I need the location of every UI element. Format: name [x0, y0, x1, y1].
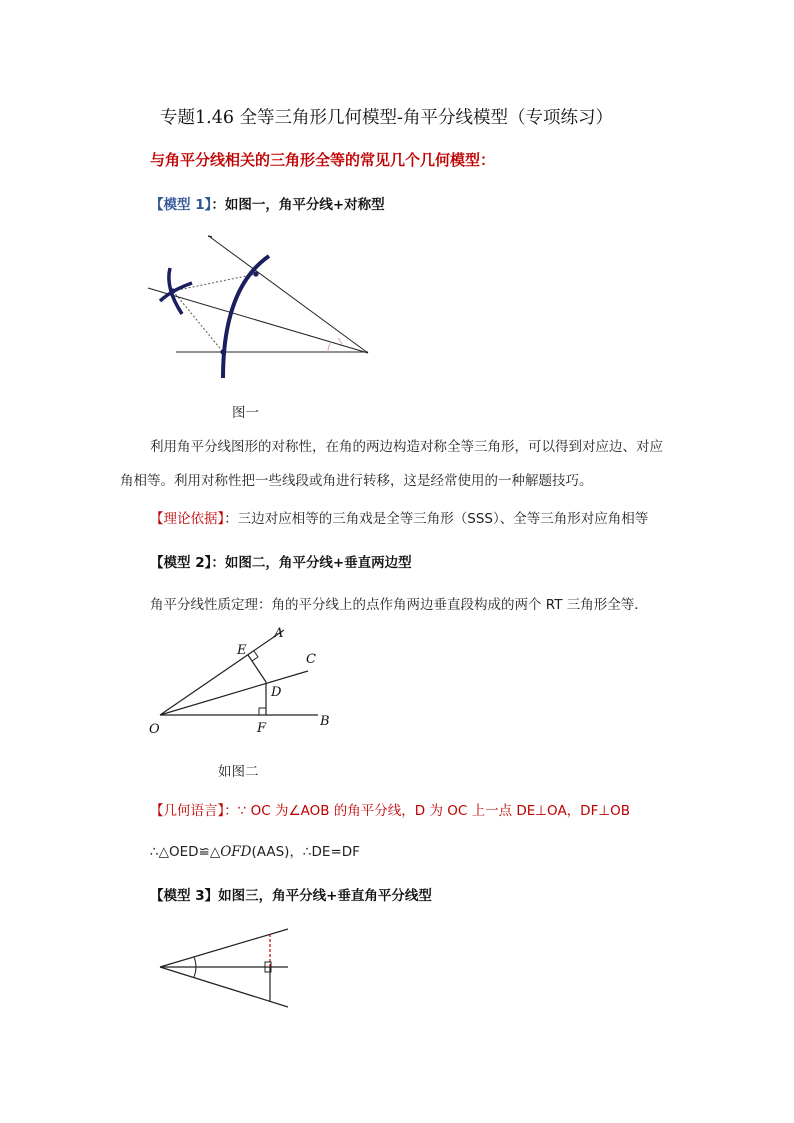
figure-2 — [140, 620, 350, 740]
section-subtitle: 与角平分线相关的三角形全等的常见几个几何模型： — [150, 151, 496, 169]
fig2-segment-DE — [248, 655, 266, 682]
fig3-upper-ray — [160, 929, 288, 967]
page-title: 专题1.46 全等三角形几何模型-角平分线模型（专项练习） — [160, 108, 613, 128]
fig1-point-lower — [220, 349, 225, 354]
model2-heading — [150, 551, 412, 571]
figure-3 — [150, 920, 310, 1020]
fig2-label-A: A — [274, 626, 284, 641]
conclusion-part1: ∴△OED≌△ — [150, 844, 221, 860]
fig1-angle-mark-1 — [328, 342, 331, 352]
model1-paragraph-line2: 角相等。利用对称性把一些线段或角进行转移，这是经常使用的一种解题技巧。 — [120, 473, 593, 489]
model3-desc: 如图三，角平分线+垂直角平分线型 — [218, 888, 432, 904]
theory-text: ：三边对应相等的三角戏是全等三角形（SSS）、全等三角形对应角相等 — [224, 511, 649, 527]
fig1-point-intersection — [170, 288, 175, 293]
fig3-lower-ray — [160, 967, 288, 1007]
figure-1-caption: 图一 — [232, 405, 259, 421]
model1-tag: 【模型 1】 — [150, 197, 212, 213]
conclusion-ofd: OFD — [220, 844, 252, 860]
model3-heading — [150, 884, 432, 904]
fig2-right-angle-E — [252, 651, 258, 661]
fig2-label-E: E — [237, 643, 247, 658]
conclusion-aas: (AAS) — [251, 844, 290, 860]
fig2-label-C: C — [306, 652, 316, 667]
fig2-ray-OA — [160, 630, 284, 715]
model1-paragraph-line1: 利用角平分线图形的对称性，在角的两边构造对称全等三角形，可以得到对应边、对应 — [150, 439, 663, 455]
fig2-label-B: B — [320, 714, 330, 729]
model1-theory — [150, 507, 648, 527]
fig1-dotted-line-2 — [173, 291, 223, 352]
fig1-bisector — [148, 288, 368, 353]
fig1-point-upper — [253, 271, 258, 276]
fig2-label-O: O — [149, 722, 160, 737]
fig2-ray-OC — [160, 671, 308, 715]
geometry-text: ：∵ OC 为∠AOB 的角平分线，D 为 OC 上一点 DE⊥OA，DF⊥OB — [224, 803, 630, 819]
fig1-arc-small-2 — [160, 283, 192, 301]
conclusion-part2: ，∴DE=DF — [289, 844, 360, 860]
fig2-label-D: D — [271, 685, 282, 700]
model1-heading — [150, 193, 385, 213]
model1-desc: ：如图一，角平分线+对称型 — [211, 197, 385, 213]
fig2-right-angle-F — [259, 708, 266, 715]
fig1-upper-ray — [210, 237, 368, 353]
fig1-tick-mark — [208, 236, 212, 237]
model2-tag: 【模型 2】 — [150, 555, 212, 571]
model2-geometry-language — [150, 799, 630, 819]
figure-2-caption: 如图二 — [218, 764, 259, 780]
model2-desc: ：如图二，角平分线+垂直两边型 — [211, 555, 412, 571]
model2-theorem: 角平分线性质定理：角的平分线上的点作角两边垂直段构成的两个 RT 三角形全等． — [150, 597, 648, 613]
fig2-label-F: F — [257, 721, 267, 736]
model2-conclusion — [150, 840, 360, 860]
model3-tag: 【模型 3】 — [150, 888, 219, 904]
geometry-tag: 【几何语言】 — [150, 803, 225, 819]
theory-tag: 【理论依据】 — [150, 511, 225, 527]
figure-1 — [140, 228, 390, 388]
